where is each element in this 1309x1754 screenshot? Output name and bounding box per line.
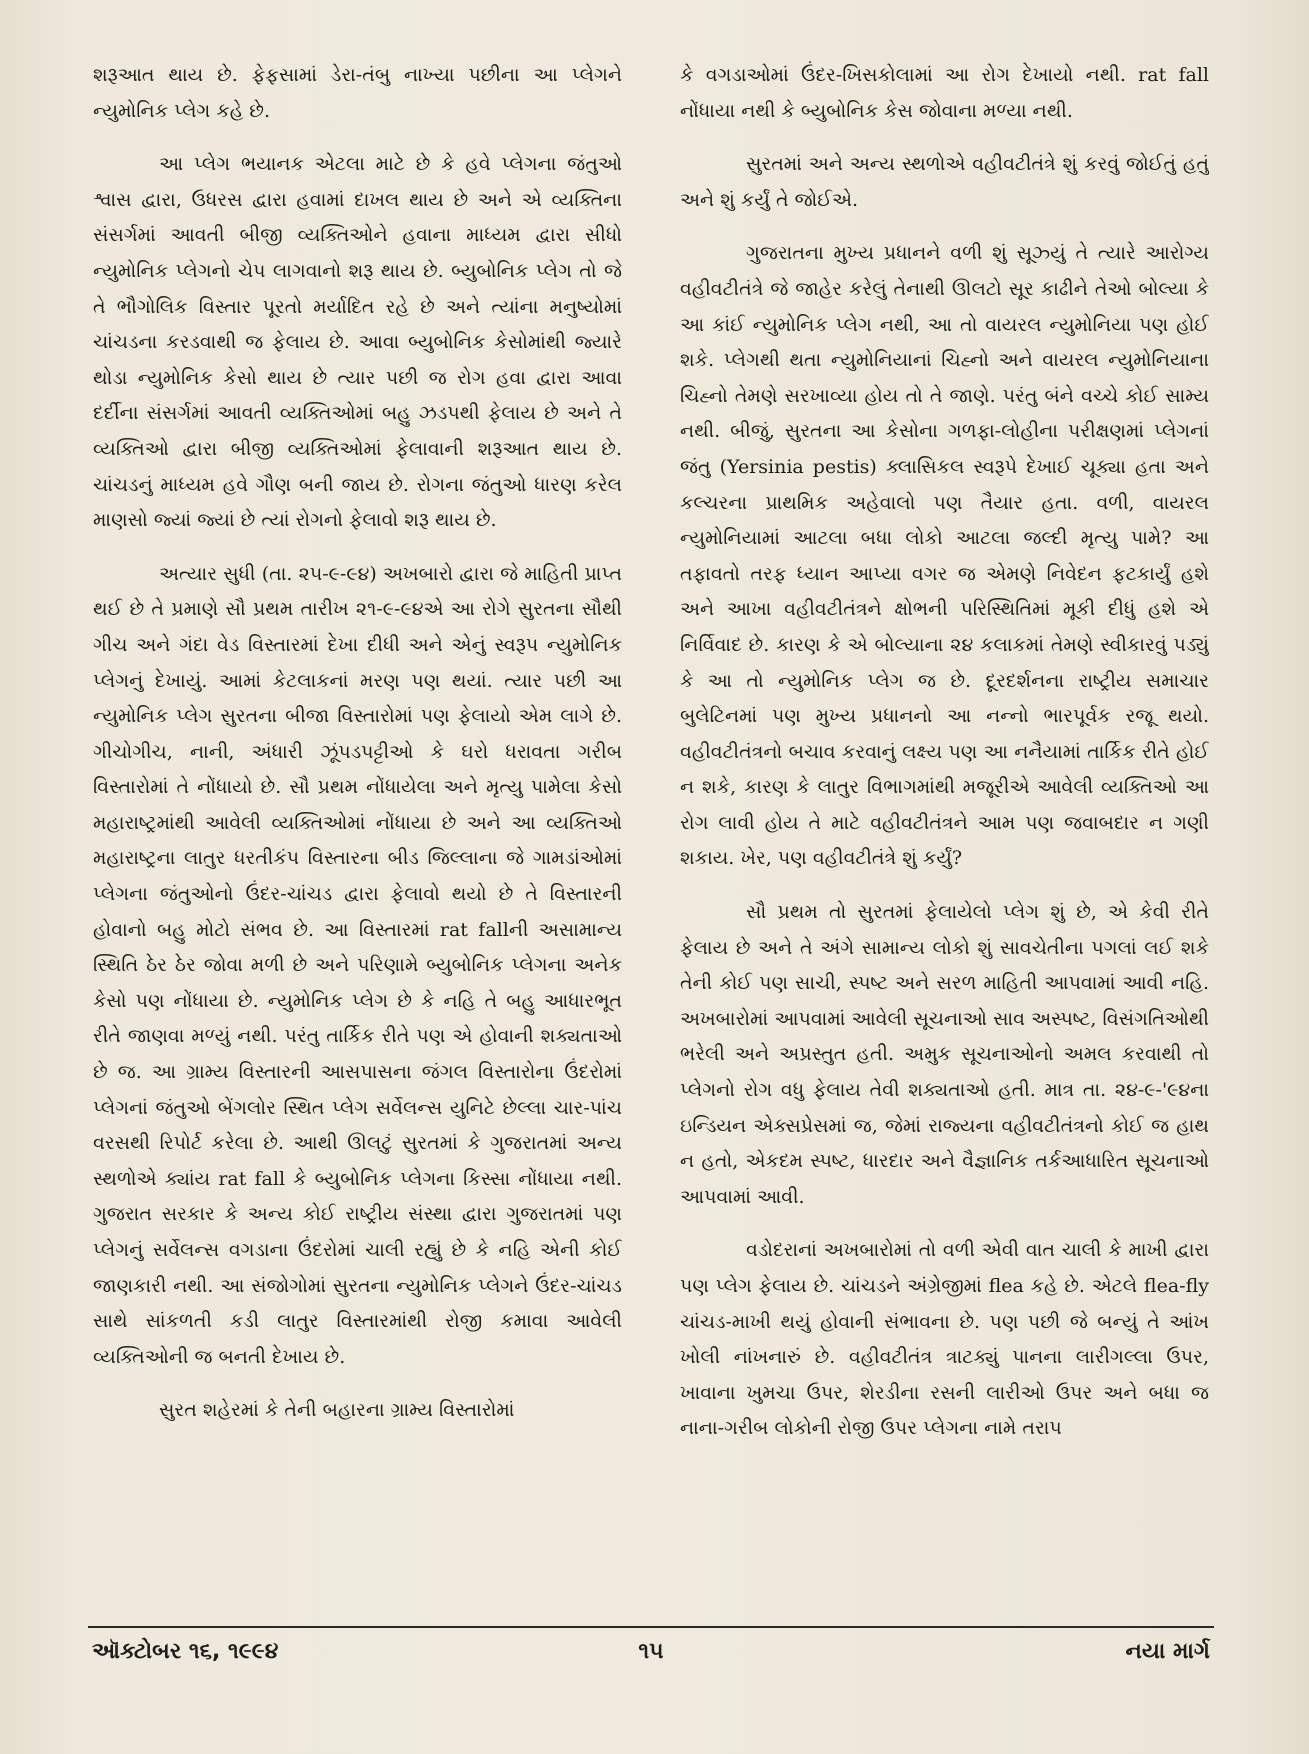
paragraph: ગુજરાતના મુખ્ય પ્રધાનને વળી શું સૂઝ્યું તે ત્યારે આરોગ્ય વહીવટીતંત્રે જે જાહેર કરેલું તેનાથી ઊલટો સૂર કાઢીને તેઓ બોલ્યા કે આ કાંઈ ન્યુમોનિક પ્લેગ નથી, આ તો વાયરલ ન્યુમોનિયા પણ હોઈ શકે. પ્લેગથી થતા ન્યુમોનિયાનાં ચિહ્નો અને વાયરલ ન્યુમોનિયાના ચિહ્નો તેમણે સરખાવ્યા હોય તો તે જાણે. પરંતુ બંને વચ્ચે કોઈ સામ્ય નથી. બીજું, સુરતના આ કેસોના ગળફા-લોહીના પરીક્ષણમાં પ્લેગનાં જંતુ (Yersinia pestis) ક્લાસિકલ સ્વરૂપે દેખાઈ ચૂક્યા હતા અને કલ્ચરના પ્રાથમિક અહેવાલો પણ તૈયાર હતા. વળી, વાયરલ ન્યુમોનિયામાં આટલા બધા લોકો આટલા જલ્દી મૃત્યુ પામે? આ તફાવતો તરફ ધ્યાન આપ્યા વગર જ એમણે નિવેદન ફટકાર્યું હશે અને આખા વહીવટીતંત્રને ક્ષોભની પરિસ્થિતિમાં મૂકી દીધું હશે એ નિર્વિવાદ છે. કારણ કે એ બોલ્યાના ૨૪ કલાકમાં તેમણે સ્વીકારવું પડ્યું કે આ તો ન્યુમોનિક પ્લેગ જ છે. દૂરદર્શનના રાષ્ટ્રીય સમાચાર બુલેટિનમાં પણ મુખ્ય પ્રધાનનો આ નન્નો ભારપૂર્વક રજૂ થયો. વહીવટીતંત્રનો બચાવ કરવાનું લક્ષ્ય પણ આ નનૈયામાં તાર્કિક રીતે હોઈ ન શકે, કારણ કે લાતુર વિભાગમાંથી મજૂરીએ આવેલી વ્યક્તિઓ આ રોગ લાવી હોય તે માટે વહીવટીતંત્રને આમ પણ જવાબદાર ન ગણી શકાય. ખેર, પણ વહીવટીતંત્રે શું કર્યું? bbox=[680, 242, 1209, 870]
article-body bbox=[93, 58, 1209, 1618]
footer-divider bbox=[88, 1626, 1214, 1628]
paragraph: સુરતમાં અને અન્ય સ્થળોએ વહીવટીતંત્રે શું કરવું જોઈતું હતું અને શું કર્યું તે જોઈએ. bbox=[680, 153, 1209, 211]
paragraph: અત્યાર સુધી (તા. ૨૫-૯-૯૪) અખબારો દ્વારા જે માહિતી પ્રાપ્ત થઈ છે તે પ્રમાણે સૌ પ્રથમ તારીખ ૨૧-૯-૯૪એ આ રોગે સુરતના સૌથી ગીચ અને ગંદા વેડ વિસ્તારમાં દેખા દીધી અને એનું સ્વરૂપ ન્યુમોનિક પ્લેગનું દેખાયું. આમાં કેટલાકનાં મરણ પણ થયાં. ત્યાર પછી આ ન્યુમોનિક પ્લેગ સુરતના બીજા વિસ્તારોમાં પણ ફેલાયો એમ લાગે છે. ગીચોગીચ, નાની, અંધારી ઝૂંપડપટ્ટીઓ કે ઘરો ધરાવતા ગરીબ વિસ્તારોમાં તે નોંધાયો છે. સૌ પ્રથમ નોંધાયેલા અને મૃત્યુ પામેલા કેસો મહારાષ્ટ્રમાંથી આવેલી વ્યક્તિઓમાં નોંધાયા છે અને આ વ્યક્તિઓ મહારાષ્ટ્રના લાતુર ધરતીકંપ વિસ્તારના બીડ જિલ્લાના જે ગામડાંઓમાં પ્લેગના જંતુઓનો ઉંદર-ચાંચડ દ્વારા ફેલાવો થયો છે તે વિસ્તારની હોવાનો બહુ મોટો સંભવ છે. આ વિસ્તારમાં rat fallની અસામાન્ય સ્થિતિ ઠેર ઠેર જોવા મળી છે અને પરિણામે બ્યુબોનિક પ્લેગના અનેક કેસો પણ નોંધાયા છે. ન્યુમોનિક પ્લેગ છે કે નહિ તે બહુ આધારભૂત રીતે જાણવા મળ્યું નથી. પરંતુ તાર્કિક રીતે પણ એ હોવાની શક્યતાઓ છે જ. આ ગ્રામ્ય વિસ્તારની આસપાસના જંગલ વિસ્તારોના ઉંદરોમાં પ્લેગનાં જંતુઓ બેંગલોર સ્થિત પ્લેગ સર્વેલન્સ યુનિટે છેલ્લા ચાર-પાંચ વરસથી રિપોર્ટ કરેલા છે. આથી ઊલટું સુરતમાં કે ગુજરાતમાં અન્ય સ્થળોએ ક્યાંય rat fall કે બ્યુબોનિક પ્લેગના કિસ્સા નોંધાયા નથી. ગુજરાત સરકાર કે અન્ય કોઈ રાષ્ટ્રીય સંસ્થા દ્વારા ગુજરાતમાં પણ પ્લેગનું સર્વેલન્સ વગડાના ઉંદરોમાં ચાલી રહ્યું છે કે નહિ એની કોઈ જાણકારી નથી. આ સંજોગોમાં સુરતના ન્યુમોનિક પ્લેગને ઉંદર-ચાંચડ સાથે સાંકળતી કડી લાતુર વિસ્તારમાંથી રોજી કમાવા આવેલી વ્યક્તિઓની જ બનતી દેખાય છે. bbox=[93, 562, 622, 1368]
paragraph: કે વગડાઓમાં ઉંદર-ખિસકોલામાં આ રોગ દેખાયો નથી. rat fall નોંધાયા નથી કે બ્યુબોનિક કેસ જોવાના મળ્યા નથી. bbox=[680, 64, 1209, 122]
paragraph: વડોદરાનાં અખબારોમાં તો વળી એવી વાત ચાલી કે માખી દ્વારા પણ પ્લેગ ફેલાય છે. ચાંચડને અંગ્રેજીમાં flea કહે છે. એટલે flea-fly ચાંચડ-માખી થયું હોવાની સંભાવના છે. પણ પછી જે બન્યું તે આંખ ખોલી નાંખનારું છે. વહીવટીતંત્ર ત્રાટક્યું પાનના લારીગલ્લા ઉપર, ખાવાના ખુમચા ઉપર, શેરડીના રસની લારીઓ ઉપર અને બધા જ નાના-ગરીબ લોકોની રોજી ઉપર પ્લેગના નામે તરાપ bbox=[680, 1239, 1209, 1440]
page-number: ૧૫ bbox=[638, 1639, 664, 1664]
paragraph: સૌ પ્રથમ તો સુરતમાં ફેલાયેલો પ્લેગ શું છે, એ કેવી રીતે ફેલાય છે અને તે અંગે સામાન્ય લોકો શું સાવચેતીના પગલાં લઈ શકે તેની કોઈ પણ સાચી, સ્પષ્ટ અને સરળ માહિતી આપવામાં આવી નહિ. અખબારોમાં આપવામાં આવેલી સૂચનાઓ સાવ અસ્પષ્ટ, વિસંગતિઓથી ભરેલી અને અપ્રસ્તુત હતી. અમુક સૂચનાઓનો અમલ કરવાથી તો પ્લેગનો રોગ વધુ ફેલાય તેવી શક્યતાઓ હતી. માત્ર તા. ૨૪-૯-'૯૪ના ઇન્ડિયન એક્સપ્રેસમાં જ, જેમાં રાજ્યના વહીવટીતંત્રનો કોઈ જ હાથ ન હતો, એકદમ સ્પષ્ટ, ધારદાર અને વૈજ્ઞાનિક તર્કઆધારિત સૂચનાઓ આપવામાં આવી. bbox=[680, 901, 1209, 1208]
left-column bbox=[93, 58, 622, 1618]
paragraph: સુરત શહેરમાં કે તેની બહારના ગ્રામ્ય વિસ્તારોમાં bbox=[159, 1399, 515, 1422]
paragraph: શરૂઆત થાય છે. ફેફસામાં ડેરા-તંબુ નાખ્યા પછીના આ પ્લેગને ન્યુમોનિક પ્લેગ કહે છે. bbox=[93, 64, 622, 122]
issue-date: ઑક્ટોબર ૧૬, ૧૯૯૪ bbox=[92, 1639, 279, 1664]
magazine-name: નયા માર્ગ bbox=[1125, 1639, 1210, 1664]
page-footer bbox=[88, 1632, 1214, 1672]
right-column bbox=[680, 58, 1209, 1618]
paragraph: આ પ્લેગ ભયાનક એટલા માટે છે કે હવે પ્લેગના જંતુઓ શ્વાસ દ્વારા, ઉધરસ દ્વારા હવામાં દાખલ થાય છે અને એ વ્યક્તિના સંસર્ગમાં આવતી બીજી વ્યક્તિઓને હવાના માધ્યમ દ્વારા સીધો ન્યુમોનિક પ્લેગનો ચેપ લાગવાનો શરૂ થાય છે. બ્યુબોનિક પ્લેગ તો જે તે ભૌગોલિક વિસ્તાર પૂરતો મર્યાદિત રહે છે અને ત્યાંના મનુષ્યોમાં ચાંચડના કરડવાથી જ ફેલાય છે. આવા બ્યુબોનિક કેસોમાંથી જ્યારે થોડા ન્યુમોનિક કેસો થાય છે ત્યાર પછી જ રોગ હવા દ્વારા આવા દર્દીના સંસર્ગમાં આવતી વ્યક્તિઓમાં બહુ ઝડપથી ફેલાય છે અને તે વ્યક્તિઓ દ્વારા બીજી વ્યક્તિઓમાં ફેલાવાની શરૂઆત થાય છે. ચાંચડનું માધ્યમ હવે ગૌણ બની જાય છે. રોગના જંતુઓ ધારણ કરેલ માણસો જ્યાં જ્યાં છે ત્યાં રોગનો ફેલાવો શરૂ થાય છે. bbox=[93, 153, 622, 532]
